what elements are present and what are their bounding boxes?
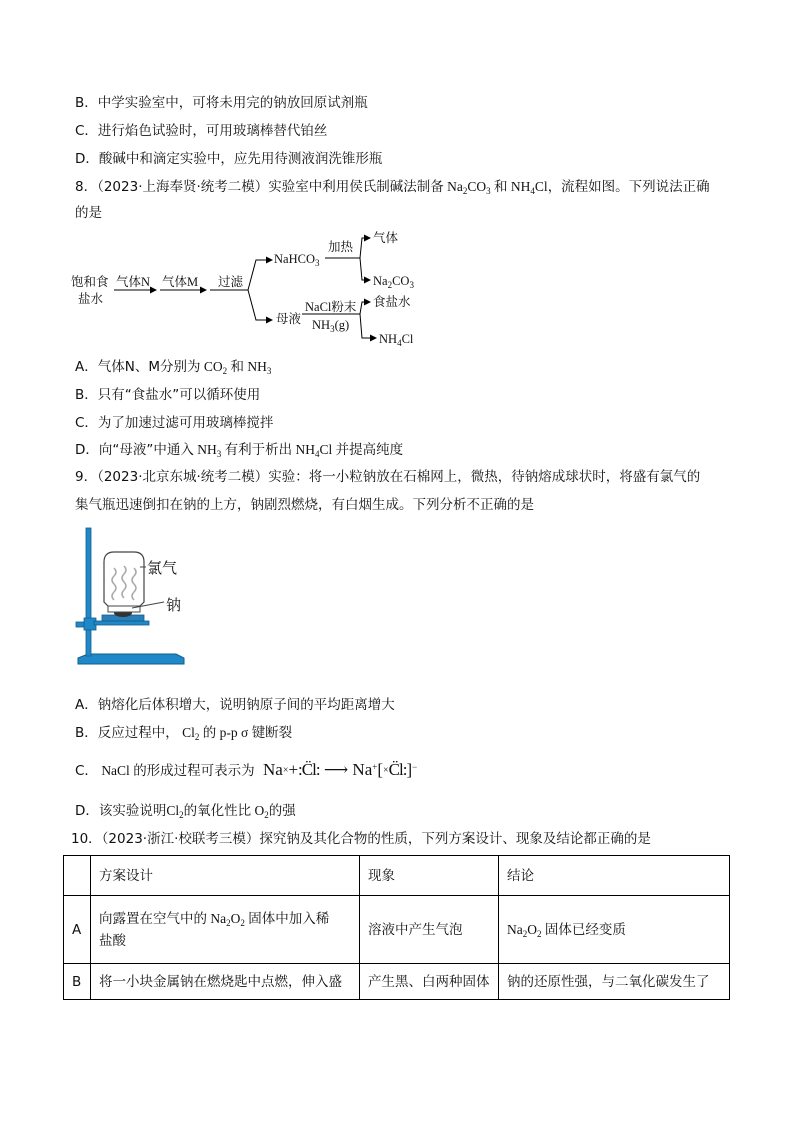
q8-option-a: A．气体N、M分别为 $CO_2$ 和 $NH_3$ <box>75 359 272 376</box>
q8-stem-line2: 的是 <box>75 205 102 221</box>
table-row <box>64 896 730 964</box>
row-b-phenomenon: 产生黑、白两种固体 <box>360 964 499 1000</box>
q8-stem-part1: 8．（2023·上海奉贤·统考二模）实验室中利用侯氏制碱法制备 <box>75 179 444 195</box>
flow-na2co3: $Na_2CO_3$ <box>373 274 414 290</box>
q9-option-d: D．该实验说明$Cl_2$的氧化性比 $O_2$的强 <box>75 803 296 820</box>
flow-nahco3: NaHCO$_3$ <box>274 252 320 268</box>
q8-process-flow-diagram <box>70 222 430 352</box>
row-a-conclusion: $Na_2O_2$ 固体已经变质 <box>499 896 730 964</box>
q8-stem-part3: ，流程如图。下列说法正确 <box>547 179 710 195</box>
row-a-design: 向露置在空气中的 $Na_2O_2$ 固体中加入稀 盐酸 <box>91 896 360 964</box>
header-design: 方案设计 <box>91 856 360 896</box>
header-blank <box>64 856 91 896</box>
header-conclusion: 结论 <box>499 856 730 896</box>
q9-stem-line1: 9．（2023·北京东城·统考二模）实验：将一小粒钠放在石棉网上，微热，待钠熔成球状时，将盛有氯气的 <box>75 469 701 485</box>
label-chlorine: 氯气 <box>147 559 178 577</box>
q8-option-d: D．向“母液”中通入 $NH_3$ 有利于析出 $NH_4Cl$ 并提高纯度 <box>75 442 404 459</box>
q8-option-b: B．只有“食盐水”可以循环使用 <box>75 387 261 403</box>
header-phenomenon: 现象 <box>360 856 499 896</box>
q10-stem: 10．（2023·浙江·校联考三模）探究钠及其化合物的性质，下列方案设计、现象及结论都正确的是 <box>71 831 651 847</box>
q9-stem-line2: 集气瓶迅速倒扣在钠的上方，钠剧烈燃烧，有白烟生成。下列分析不正确的是 <box>75 497 534 513</box>
flow-mother-liquor: 母液 <box>276 311 302 326</box>
electron-dot-formation-equation: Na×+:C̈l: ⟶ Na+[×C̈l:]− <box>262 760 418 779</box>
row-b-label: B <box>64 964 91 1000</box>
q9-option-b: B．反应过程中， $Cl_2$ 的 p-p σ 键断裂 <box>75 725 293 742</box>
q9-option-c: C． NaCl 的形成过程可表示为 Na×+:C̈l: ⟶ Na+[×C̈l:]− <box>75 760 418 779</box>
flow-start-1: 饱和食 <box>71 274 109 289</box>
row-b-conclusion: 钠的还原性强，与二氧化碳发生了 <box>499 964 730 1000</box>
formula-nh4cl: $NH_4Cl$ <box>507 179 548 196</box>
flow-nh3-g: $NH_3(g)$ <box>312 318 350 334</box>
q9-option-a: A．钠熔化后体积增大，说明钠原子间的平均距离增大 <box>75 697 395 713</box>
flow-gas: 气体 <box>373 230 399 245</box>
q8-stem-line1 <box>75 177 710 197</box>
flow-nacl-powder: NaCl粉末 <box>305 300 357 314</box>
flow-salt-water: 食盐水 <box>373 294 411 309</box>
q8-option-c: C．为了加速过滤可用玻璃棒搅拌 <box>75 415 274 431</box>
flow-gas-m: 气体M <box>162 275 199 289</box>
flow-filter: 过滤 <box>218 274 244 289</box>
label-sodium: 钠 <box>166 596 182 614</box>
flow-nh4cl: $NH_4Cl$ <box>379 332 414 348</box>
flow-gas-n: 气体N <box>116 275 151 289</box>
table-row <box>64 964 730 1000</box>
flow-start-2: 盐水 <box>78 291 104 306</box>
q9-apparatus-figure <box>72 522 192 672</box>
row-a-label: A <box>64 896 91 964</box>
row-a-phenomenon: 溶液中产生气泡 <box>360 896 499 964</box>
row-b-design: 将一小块金属钠在燃烧匙中点燃，伸入盛 <box>91 964 360 1000</box>
q8-stem-part2: 和 <box>494 179 508 195</box>
q10-options-table <box>63 855 730 1000</box>
table-header-row <box>64 856 730 896</box>
q7-option-c: C．进行焰色试验时，可用玻璃棒替代铂丝 <box>75 123 328 139</box>
q7-option-d: D．酸碱中和滴定实验中，应先用待测液润洗锥形瓶 <box>75 151 383 167</box>
flow-heat: 加热 <box>328 239 354 254</box>
formula-na2co3: $Na_2CO_3$ <box>443 179 491 196</box>
q7-option-b: B．中学实验室中，可将未用完的钠放回原试剂瓶 <box>75 95 368 111</box>
